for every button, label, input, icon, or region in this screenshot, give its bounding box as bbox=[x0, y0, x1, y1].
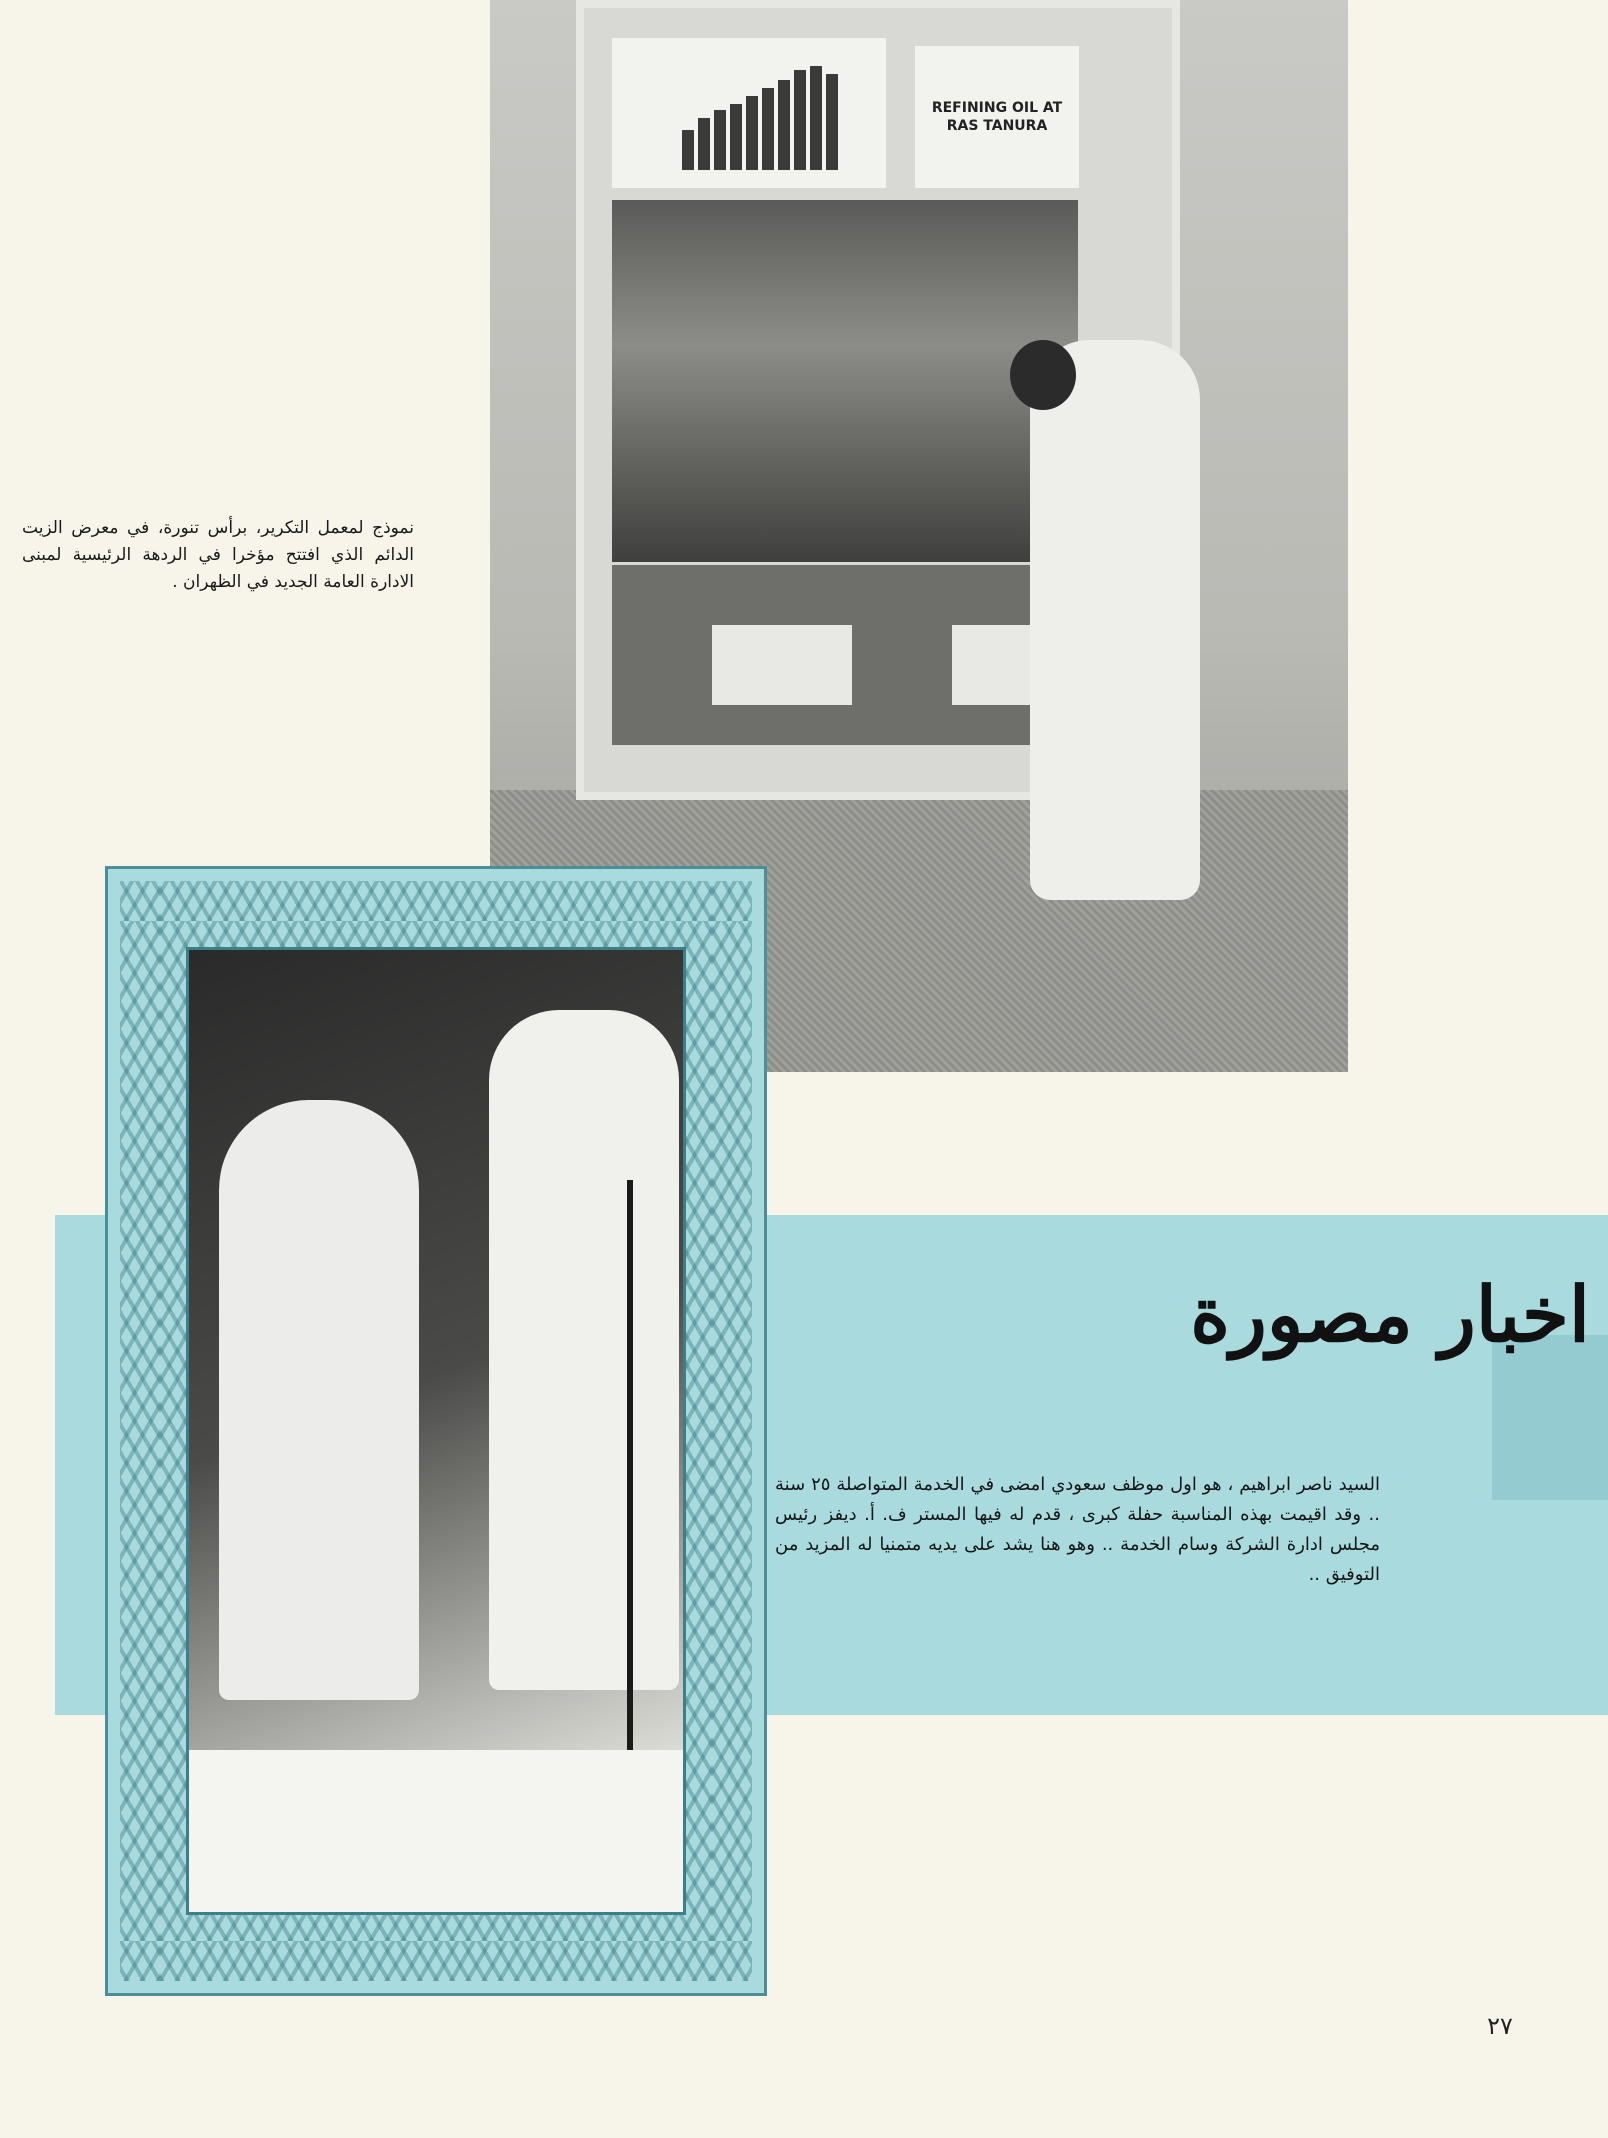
top-photo-caption: نموذج لمعمل التكرير، برأس تنورة، في معرض الزيت الدائم الذي افتتح مؤخرا في الردهة الرئيسية لمبنى الادارة العامة الجديد في الظهران . bbox=[22, 518, 414, 592]
chart-bar bbox=[698, 118, 710, 170]
presenter-figure bbox=[489, 1010, 679, 1690]
display-bar-chart-panel bbox=[612, 38, 886, 188]
visitor-head bbox=[1010, 340, 1076, 410]
banquet-table bbox=[189, 1750, 683, 1915]
chart-bar bbox=[730, 104, 742, 170]
chart-bar bbox=[794, 70, 806, 170]
chart-bar bbox=[810, 66, 822, 170]
chart-bar bbox=[762, 88, 774, 170]
honoree-figure bbox=[219, 1100, 419, 1700]
info-placard bbox=[712, 625, 852, 705]
chart-bar bbox=[746, 96, 758, 170]
chart-bar bbox=[714, 110, 726, 170]
chart-bar bbox=[778, 80, 790, 170]
chart-bar bbox=[826, 74, 838, 170]
page-number: ٢٧ bbox=[1487, 2012, 1513, 2040]
visitor-figure bbox=[1030, 340, 1200, 900]
section-headline: اخبار مصورة bbox=[1190, 1270, 1590, 1359]
chart-bar bbox=[682, 130, 694, 170]
bottom-photo-caption: السيد ناصر ابراهيم ، هو اول موظف سعودي امضى في الخدمة المتواصلة ٢٥ سنة .. وقد اقيمت بهذه المناسبة حفلة كبرى ، قدم له فيها المستر ف. أ. ديفز رئيس مجلس ادارة الشركة وسام الخدمة .. وهو هنا يشد على يديه متمنيا له المزيد من التوفيق .. bbox=[775, 1474, 1380, 1585]
refinery-model bbox=[612, 200, 1078, 562]
refining-sign: REFINING OIL AT RAS TANURA bbox=[915, 46, 1079, 188]
ornamental-photo-frame bbox=[105, 866, 767, 1996]
award-ceremony-photo bbox=[186, 947, 686, 1915]
